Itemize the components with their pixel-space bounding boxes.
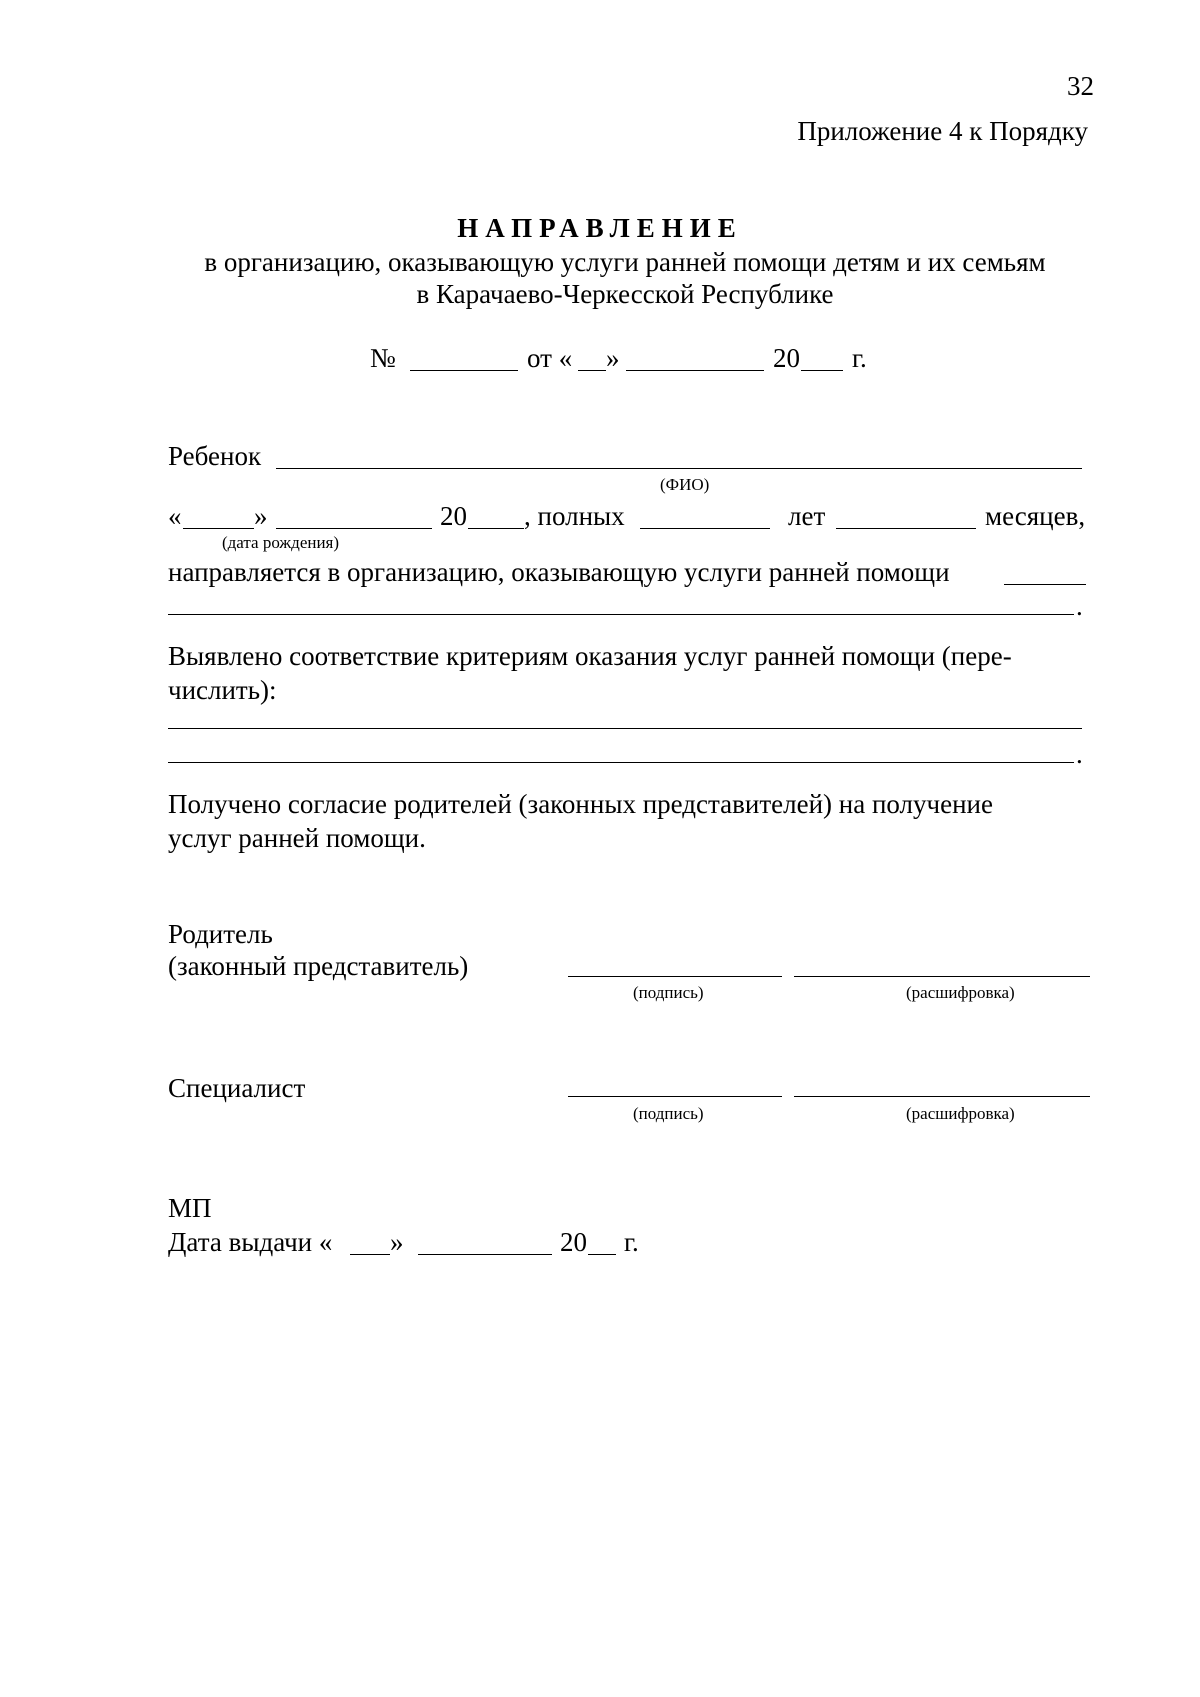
- criteria-period: .: [1076, 739, 1083, 769]
- criteria-line1: Выявлено соответствие критериям оказания услуг ранней помощи (пере-: [168, 641, 1012, 671]
- criteria-field-2[interactable]: [168, 762, 1074, 763]
- year-suffix: г.: [852, 343, 867, 373]
- dob-day-field[interactable]: [183, 528, 254, 529]
- consent-line2: услуг ранней помощи.: [168, 823, 426, 853]
- issue-day-field[interactable]: [350, 1254, 390, 1255]
- years-label: лет: [788, 501, 826, 531]
- months-label: месяцев,: [985, 501, 1086, 531]
- consent-line1: Получено согласие родителей (законных представителей) на получение: [168, 789, 993, 819]
- number-sign: №: [370, 343, 396, 373]
- issue-year-field[interactable]: [588, 1254, 616, 1255]
- issue-close-quote: »: [390, 1227, 404, 1257]
- dob-close-quote: »: [254, 501, 268, 531]
- parent-decoding-caption: (расшифровка): [906, 983, 1015, 1002]
- document-subtitle-line2: в Карачаево-Черкесской Республике: [416, 279, 834, 309]
- parent-signature-field[interactable]: [568, 976, 782, 977]
- directed-text: направляется в организацию, оказывающую услуги ранней помощи: [168, 557, 950, 587]
- parent-label-line2: (законный представитель): [168, 951, 469, 981]
- specialist-decoding-caption: (расшифровка): [906, 1104, 1015, 1123]
- issue-year-prefix: 20: [560, 1227, 587, 1257]
- document-title: НАПРАВЛЕНИЕ: [457, 213, 743, 243]
- full-label: , полных: [524, 501, 625, 531]
- dob-year-field[interactable]: [468, 528, 524, 529]
- fio-caption: (ФИО): [660, 475, 710, 494]
- close-quote: »: [606, 343, 620, 373]
- organization-period: .: [1076, 591, 1083, 621]
- issue-year-suffix: г.: [624, 1227, 639, 1257]
- parent-label-line1: Родитель: [168, 919, 273, 949]
- child-label: Ребенок: [168, 441, 262, 471]
- child-fio-field[interactable]: [276, 468, 1082, 469]
- document-subtitle-line1: в организацию, оказывающую услуги ранней помощи детям и их семьям: [204, 247, 1046, 277]
- year-prefix: 20: [773, 343, 800, 373]
- dob-open-quote: «: [168, 501, 182, 531]
- age-months-field[interactable]: [836, 528, 976, 529]
- criteria-field-1[interactable]: [168, 728, 1082, 729]
- stamp-label: МП: [168, 1193, 212, 1223]
- page-number: 32: [1067, 71, 1094, 101]
- parent-decoding-field[interactable]: [794, 976, 1090, 977]
- specialist-label: Специалист: [168, 1073, 306, 1103]
- dob-caption: (дата рождения): [222, 533, 340, 552]
- dob-month-field[interactable]: [276, 528, 432, 529]
- specialist-decoding-field[interactable]: [794, 1096, 1090, 1097]
- number-field[interactable]: [410, 370, 518, 371]
- appendix-reference: Приложение 4 к Порядку: [797, 116, 1088, 146]
- specialist-signature-field[interactable]: [568, 1096, 782, 1097]
- parent-signature-caption: (подпись): [633, 983, 704, 1002]
- organization-field-1[interactable]: [1004, 584, 1086, 585]
- day-field[interactable]: [578, 370, 606, 371]
- issue-date-label: Дата выдачи «: [168, 1227, 333, 1257]
- organization-field-2[interactable]: [168, 614, 1074, 615]
- from-label: от «: [527, 343, 573, 373]
- specialist-signature-caption: (подпись): [633, 1104, 704, 1123]
- month-field[interactable]: [626, 370, 764, 371]
- age-years-field[interactable]: [640, 528, 770, 529]
- criteria-line2: числить):: [168, 675, 277, 705]
- year-field[interactable]: [801, 370, 843, 371]
- dob-year-prefix: 20: [440, 501, 467, 531]
- issue-month-field[interactable]: [418, 1254, 552, 1255]
